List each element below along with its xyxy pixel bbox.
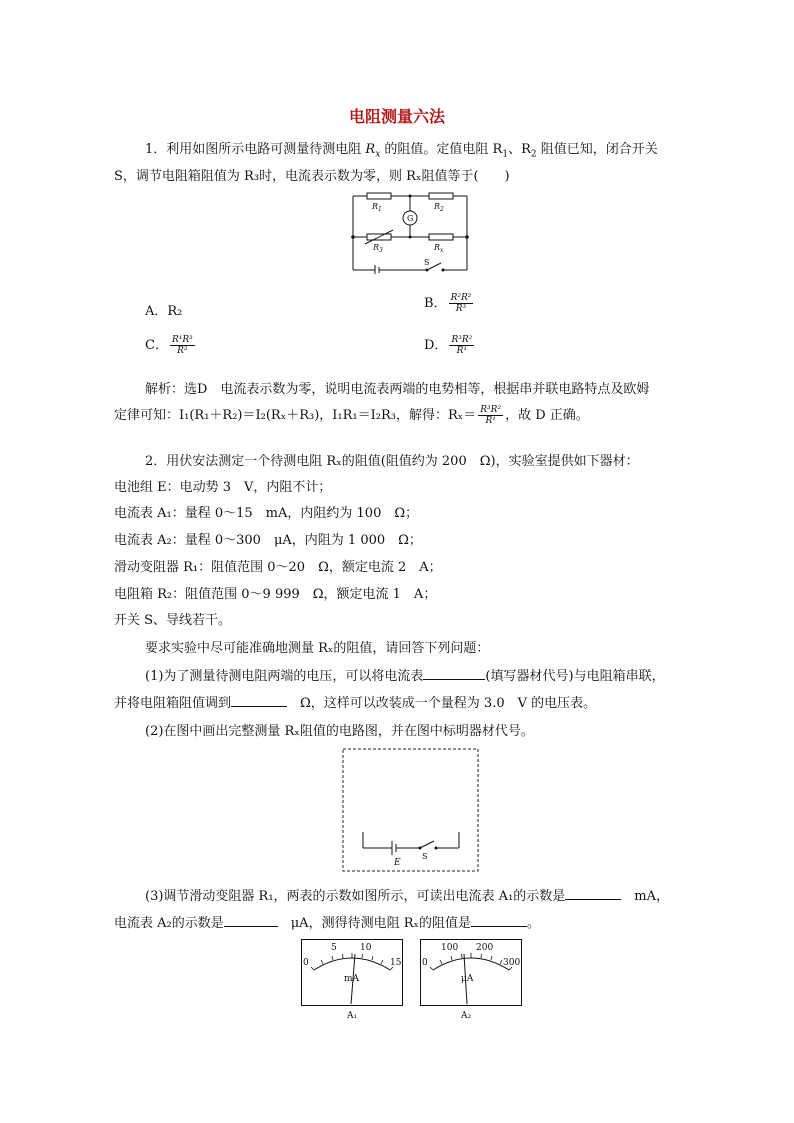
q2-item: 电流表 A₁：量程 0～15 mA，内阻约为 100 Ω； (114, 506, 419, 521)
answer-blank-2[interactable] (231, 706, 287, 707)
q2-item: 开关 S、导线若干。 (114, 613, 232, 628)
circuit-drawing-box[interactable] (342, 748, 479, 872)
a2-unit: μA (461, 974, 474, 984)
answer-blank-5[interactable] (471, 926, 527, 927)
a2-label: A₂ (461, 1011, 472, 1020)
answer-blank-4[interactable] (224, 926, 278, 927)
a1-scale-10: 10 (360, 943, 372, 953)
q2-item: 电流表 A₂：量程 0～300 μA，内阻为 1 000 Ω； (114, 533, 422, 548)
label-g: G (407, 214, 414, 223)
q1-line2: S，调节电阻箱阻值为 R₃时，电流表示数为零，则 Rₓ阻值等于( ) (114, 169, 510, 184)
label-r3: $R_3$ (373, 243, 383, 254)
ammeter-a2 (419, 938, 523, 1020)
ammeter-a1 (300, 938, 404, 1020)
label-r2: $R_2$ (434, 202, 444, 213)
switch-label-s: S (422, 852, 428, 861)
option-a: A．R₂ (145, 304, 183, 319)
q2-requirement: 要求实验中尽可能准确地测量 Rₓ的阻值，请回答下列问题： (145, 641, 490, 656)
battery-label-e: E (394, 858, 401, 868)
a1-scale-0: 0 (303, 958, 309, 968)
page-title: 电阻测量六法 (348, 107, 445, 126)
label-rx: $R_x$ (434, 243, 444, 254)
q2-item: 电阻箱 R₂：阻值范围 0～9 999 Ω，额定电流 1 A； (114, 587, 437, 602)
label-r1: $R_1$ (372, 202, 382, 213)
a2-scale-300: 300 (503, 958, 521, 968)
q1-analysis-line2: 定律可知：I₁(R₁＋R₂)＝I₂(Rₓ＋R₃)，I₁R₁＝I₂R₃，解得：Rₓ＝ $\frac{\text{R³R²}}{\text{R¹}}$ ，故 D 正确。 (114, 405, 589, 426)
a1-scale-5: 5 (331, 943, 337, 953)
a2-scale-0: 0 (422, 958, 428, 968)
a1-scale-15: 15 (390, 958, 402, 968)
a2-scale-100: 100 (441, 943, 459, 953)
q1-circuit-diagram (345, 188, 475, 274)
q1-analysis-line1: 解析：选D 电流表示数为零，说明电流表两端的电势相等，根据串并联电路特点及欧姆 (145, 382, 650, 397)
q2-item: 电池组 E：电动势 3 V，内阻不计； (114, 480, 332, 495)
option-b: B． $\frac{\text{R²R²}}{\text{R³}}$ (424, 293, 472, 314)
a1-label: A₁ (347, 1011, 358, 1020)
a1-unit: mA (344, 974, 360, 984)
label-s: S (424, 258, 430, 267)
q1-line1: 1．利用如图所示电路可测量待测电阻 $R_x$ 的阻值。定值电阻 $R_1$、$R_2$ 阻值已知，闭合开关 (145, 142, 658, 160)
q2-part3-line1: (3)调节滑动变阻器 R₁，两表的示数如图所示，可读出电流表 A₁的示数是 mA， (145, 889, 669, 904)
answer-blank-1[interactable] (423, 679, 485, 680)
option-c: C． $\frac{\text{R¹R³}}{\text{R²}}$ (145, 335, 193, 356)
answer-blank-3[interactable] (565, 899, 621, 900)
q2-part1-line2: 并将电阻箱阻值调到 Ω，这样可以改装成一个量程为 3.0 V 的电压表。 (114, 696, 597, 711)
q2-intro: 2．用伏安法测定一个待测电阻 Rₓ的阻值(阻值约为 200 Ω)，实验室提供如下器材： (145, 454, 639, 469)
a2-scale-200: 200 (476, 943, 494, 953)
q2-part2: (2)在图中画出完整测量 Rₓ阻值的电路图，并在图中标明器材代号。 (145, 724, 534, 739)
q2-item: 滑动变阻器 R₁：阻值范围 0～20 Ω，额定电流 2 A； (114, 560, 442, 575)
q2-part3-line2: 电流表 A₂的示数是 μA，测得待测电阻 Rₓ的阻值是 。 (114, 916, 541, 931)
option-d: D． $\frac{\text{R³R²}}{\text{R¹}}$ (424, 335, 473, 356)
q2-part1-line1: (1)为了测量待测电阻两端的电压，可以将电流表 (填写器材代号)与电阻箱串联， (145, 669, 665, 684)
